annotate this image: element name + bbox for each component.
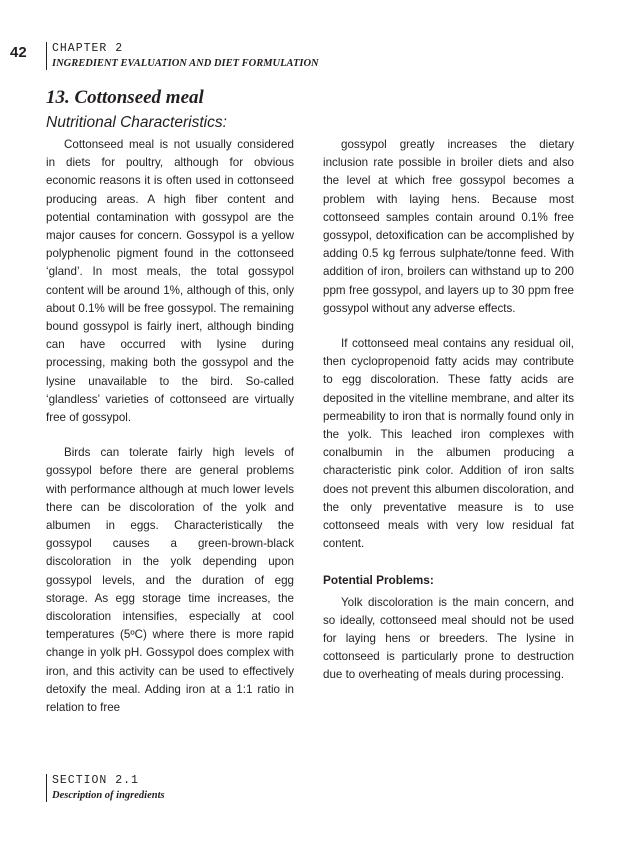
footer-divider <box>46 774 47 802</box>
chapter-title: INGREDIENT EVALUATION AND DIET FORMULATION <box>52 58 319 69</box>
chapter-label: CHAPTER 2 <box>52 42 124 55</box>
body-paragraph: If cottonseed meal contains any residual oil, then cyclopropenoid fatty acids may contribute to egg discoloration. These fatty acids are deposited in the vitelline membrane, and alter its permeability to iron that is normally found only in the yolk. This leached iron complexes with conalbumin in the albumen producing a characteristic pink color. Addition of iron salts does not prevent this albumen discoloration, and the only preventative measure is to use cottonseed meals with very low residual fat content. <box>323 337 574 551</box>
section-title: 13. Cottonseed meal <box>46 87 204 108</box>
left-column <box>46 136 294 717</box>
page-number: 42 <box>10 44 27 61</box>
section-subtitle: Nutritional Characteristics: <box>46 114 227 131</box>
footer-section-title: Description of ingredients <box>52 790 165 801</box>
body-paragraph: Birds can tolerate fairly high levels of gossypol before there are general problems with performance although at much lower levels there can be discoloration of the yolk and albumen in eggs. Characteristically the gossypol causes a green-brown-black discoloration in the yolk depending upon gossypol levels, and the duration of egg storage. As egg storage time increases, the discoloration intensifies, especially at cool temperatures (5ºC) where there is more rapid change in yolk pH. Gossypol does complex with iron, and this activity can be used to effectively detoxify the meal. Adding iron at a 1:1 ratio in relation to free <box>46 446 294 715</box>
body-paragraph: gossypol greatly increases the dietary inclusion rate possible in broiler diets and also the level at which free gossypol becomes a problem with laying hens. Because most cottonseed samples contain around 0.1% free gossypol, detoxification can be accomplished by adding 0.5 kg ferrous sulphate/tonne feed. With addition of iron, broilers can withstand up to 200 ppm free gossypol, and layers up to 30 ppm free gossypol without any adverse effects. <box>323 138 574 315</box>
footer-section-label: SECTION 2.1 <box>52 774 139 787</box>
body-paragraph: Cottonseed meal is not usually considered in diets for poultry, although for obvious economic reasons it is often used in cottonseed producing areas. A high fiber content and potential contamination with gossypol are the major causes for concern. Gossypol is a yellow polyphenolic pigment found in the cottonseed ‘gland’. In most meals, the total gossypol content will be around 1%, although of this, only about 0.1% will be free gossypol. The remaining bound gossypol is fairly inert, although binding can have occurred with lysine during processing, making both the gossypol and the lysine unavailable to the bird. So-called ‘glandless’ varieties of cottonseed are virtually free of gossypol. <box>46 138 294 425</box>
problems-heading: Potential Problems: <box>323 573 434 588</box>
header-divider <box>46 42 47 70</box>
body-paragraph: Yolk discoloration is the main concern, and so ideally, cottonseed meal should not be used for laying hens or breeders. The lysine in cottonseed is particularly prone to destruction due to overheating of meals during processing. <box>323 595 574 682</box>
right-column <box>323 136 574 685</box>
